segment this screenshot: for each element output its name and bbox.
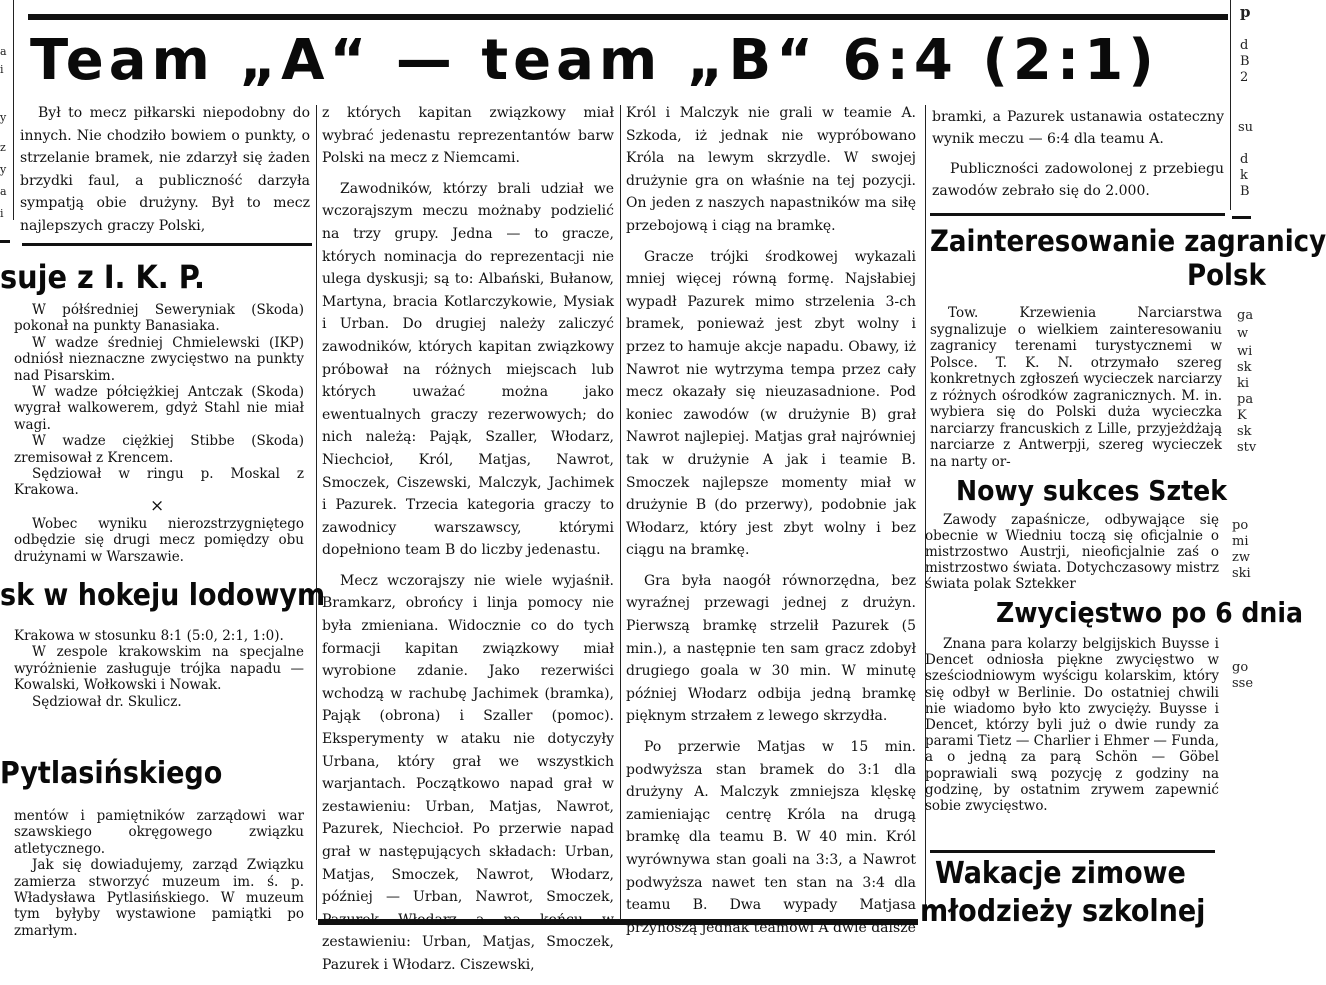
right-edge-fragment: su bbox=[1238, 120, 1254, 135]
paragraph: Jak się dowiadujemy, zarząd Związku zamierza stworzyć muzeum im. ś. p. Władysława Pytlasińskiego. W muzeum tym byłyby wystawione pamiątki po zmarłym. bbox=[14, 857, 304, 939]
zainteresowanie-body bbox=[930, 305, 1222, 470]
paragraph: W zespole krakowskim na specjalne wyróżnienie zasługuje trójka napadu — Kowalski, Wołkowski i Nowak. bbox=[14, 644, 304, 694]
right-edge-fragment: stv bbox=[1237, 440, 1257, 455]
zwyciestwo-title: Zwycięstwo po 6 dnia bbox=[996, 596, 1303, 629]
right-edge-fragment: pa bbox=[1237, 392, 1254, 407]
main-col-4 bbox=[932, 106, 1224, 210]
paragraph: bramki, a Pazurek ustanawia ostateczny wynik meczu — 6:4 dla teamu A. bbox=[932, 109, 1224, 147]
wakacje-title-line2: młodzieży szkolnej bbox=[920, 894, 1206, 929]
wakacje-title-line1: Wakacje zimowe bbox=[935, 856, 1186, 891]
right-edge-fragment: mi bbox=[1232, 534, 1249, 549]
paragraph: Był to mecz piłkarski niepodobny do innych. Nie chodziło bowiem o punkty, o strzelanie bramek, nie zdarzył się żaden brzydki faul, a publiczność darzyła sympatją obie drużyny. Był to mecz najlepszych graczy Polski, bbox=[20, 105, 310, 234]
right-edge-fragment: w bbox=[1237, 326, 1249, 341]
paragraph: Gracze trójki środkowej wykazali mniej więcej równą formę. Najsłabiej wypadł Pazurek mimo strzelenia 3-ch bramek, ponieważ jest zbyt wolny i przez to hamuje akcje napadu. Obawy, iż Nawrot nie wytrzyma tempa przez cały mecz okazały się nieuzasadnione. Pod koniec zawodów (w drużynie B) grał Nawrot najlepiej. Matjas grał najrówniej tak w drużynie A jak i teamie B. Smoczek najlepsze momenty miał w drużynie B (do przerwy), podobnie jak Włodarz, który jest zbyt wolny i bez ciągu na bramkę. bbox=[626, 248, 916, 559]
right-edge-fragment: sk bbox=[1237, 424, 1252, 439]
main-headline: Team „A“ — team „B“ 6:4 (2:1) bbox=[30, 28, 1159, 93]
left-edge-rule-1 bbox=[0, 240, 10, 243]
left-edge-fragment: a bbox=[0, 45, 7, 58]
paragraph: Zawody zapaśnicze, odbywające się obecnie w Wiedniu toczą się oficjalnie o mistrzostwo Austrji, nieoficjalnie zaś o mistrzostwo świata. Dotychczasowy mistrz świata polak Sztekker bbox=[925, 512, 1219, 592]
paragraph: W wadze ciężkiej Stibbe (Skoda) zremisował z Krencem. bbox=[14, 433, 304, 466]
right-edge-fragment: d bbox=[1240, 152, 1249, 167]
paragraph: Mecz wczorajszy nie wiele wyjaśnił. Bramkarz, obrońcy i linja pomocy nie była zmieniana. Widocznie co do tych formacji kapitan związkowy miał wyrobione zdanie. Jako rezerwiści wchodzą w rachubę Jachimek (bramka), Pająk (obrona) i Szaller (pomoc). Eksperymenty w ataku nie dotyczyły Urbana, który grał we wszystkich warjantach. Początkowo napad grał w zestawieniu: Urban, Matjas, Nawrot, Pazurek, Niechcioł. Po przerwie napad grał w następujących składach: Urban, Matjas, Smoczek, Nawrot, Włodarz, później — Urban, Nawrot, Smoczek, Pazurek Włodarz a na końcu w zestawieniu: Urban, Matjas, Smoczek, Pazurek i Włodarz. Ciszewski, bbox=[322, 572, 614, 973]
left-edge-fragment: z bbox=[0, 141, 6, 154]
right-rule-2 bbox=[1232, 216, 1251, 219]
left-edge-fragment: i bbox=[0, 207, 4, 220]
separator-cross: × bbox=[150, 496, 165, 516]
right-edge-fragment: 2 bbox=[1240, 70, 1249, 85]
right-edge-fragment: ga bbox=[1237, 308, 1254, 323]
col-divider-left bbox=[13, 0, 14, 220]
right-edge-fragment: K bbox=[1237, 408, 1247, 423]
col-divider-1 bbox=[316, 105, 317, 920]
right-rule-1 bbox=[930, 213, 1225, 216]
right-edge-fragment: sse bbox=[1232, 676, 1254, 691]
paragraph: Zawodników, którzy brali udział we wczorajszym meczu możnaby podzielić na trzy grupy. Jedna — to gracze, których nominacja do reprezentacji nie ulega dyskusji; są to: Albański, Bułanow, Martyna, bracia Kotlarczykowie, Mysiak i Urban. Do drugiej należy zaliczyć zawodników, których kapitan związkowy próbował na różnych miejscach lub których uważać można jako ewentualnych graczy rezerwowych; do nich należą: Pająk, Szaller, Włodarz, Niechcioł, Król, Matjas, Nawrot, Smoczek, Ciszewski, Malczyk, Jachimek i Pazurek. Trzecia kategoria graczy to zawodnicy warszawscy, którymi dopełniono team B do liczby jedenastu. bbox=[322, 180, 614, 559]
left-edge-fragment: y bbox=[0, 163, 7, 176]
zainteresowanie-title-line1: Zainteresowanie zagranicy bbox=[930, 224, 1326, 258]
sukces-title: Nowy sukces Sztek bbox=[956, 474, 1227, 507]
paragraph: W półśredniej Seweryniak (Skoda) pokonał na punkty Banasiaka. bbox=[14, 302, 304, 335]
ikp-title: suje z I. K. P. bbox=[0, 258, 205, 296]
right-edge-fragment: B bbox=[1240, 184, 1250, 199]
col-divider-right bbox=[1230, 0, 1231, 210]
paragraph: Król i Malczyk nie grali w teamie A. Szkoda, iż jednak nie wypróbowano Króla na lewym skrzydle. W swojej drużynie gra on właśnie na tej pozycji. On jeden z naszych napastników ma siłę przebojową i ciąg na bramkę. bbox=[626, 105, 916, 234]
right-edge-fragment: k bbox=[1240, 168, 1248, 183]
paragraph: Krakowa w stosunku 8:1 (5:0, 2:1, 1:0). bbox=[14, 628, 284, 644]
pytlasinski-body bbox=[14, 808, 304, 939]
paragraph: Po przerwie Matjas w 15 min. podwyższa stan bramek do 3:1 dla drużyny A. Malczyk zmniejsza klęskę zamieniając centrę Króla na drugą bramkę dla teamu B. W 40 min. Król wyrównywa stan goali na 3:3, a Nawrot podwyższa nawet ten stan na 3:4 dla teamu B. Dwa wypady Matjasa przynoszą jednak teamowi A dwie dalsze bbox=[626, 739, 916, 936]
left-edge-fragment: a bbox=[0, 185, 7, 198]
right-edge-fragment: zw bbox=[1232, 550, 1250, 565]
paragraph: W wadze średniej Chmielewski (IKP) odniósł nieznaczne zwycięstwo na punkty nad Pisarskim. bbox=[14, 334, 304, 384]
left-edge-fragment: y bbox=[0, 111, 7, 124]
right-edge-fragment: ski bbox=[1232, 566, 1251, 581]
top-rule bbox=[28, 14, 1228, 20]
paragraph: Znana para kolarzy belgijskich Buysse i Dencet odniosła piękne zwycięstwo w sześciodniowym wyścigu kolarskim, który się odbył w Berlinie. Do ostatniej chwili nie wiadomo było kto zwycięży. Buysse i Dencet, którzy byli już o dwie rundy za parami Tietz — Charlier i Ehmer — Funda, a o jedną za parą Schön — Göbel poprawiali swą pozycję z godziny na godzinę, by ostatnim zrywem zapewnić sobie zwycięstwo. bbox=[925, 636, 1219, 815]
paragraph: Sędziował w ringu p. Moskal z Krakowa. bbox=[14, 466, 304, 499]
right-bottom-rule bbox=[930, 850, 1215, 853]
right-edge-fragment: B bbox=[1240, 54, 1250, 69]
zwyciestwo-body bbox=[925, 636, 1219, 814]
right-edge-fragment: ki bbox=[1237, 376, 1250, 391]
right-edge-fragment: po bbox=[1232, 518, 1249, 533]
hokej-body bbox=[14, 628, 304, 710]
right-edge-fragment: go bbox=[1232, 660, 1249, 675]
paragraph: z których kapitan związkowy miał wybrać jedenastu reprezentantów barw Polski na mecz z Niemcami. bbox=[322, 105, 614, 167]
col-divider-2 bbox=[620, 105, 621, 920]
ikp-footer bbox=[14, 516, 304, 565]
hokej-title: sk w hokeju lodowym bbox=[0, 578, 326, 613]
right-edge-fragment: p bbox=[1240, 3, 1251, 21]
pytlasinski-title: Pytlasińskiego bbox=[0, 756, 223, 791]
paragraph: Sędziował dr. Skulicz. bbox=[32, 693, 182, 710]
right-edge-fragment: wi bbox=[1237, 344, 1253, 359]
paragraph: mentów i pamiętników zarządowi war szawskiego okręgowego związku atletycznego. bbox=[14, 808, 304, 857]
paragraph: Tow. Krzewienia Narciarstwa sygnalizuje o wielkiem zainteresowaniu zagranicy terenami turystycznemi w Polsce. T. K. N. otrzymało szereg konkretnych zgłoszeń wycieczek narciarzy z różnych ośrodków zagranicznych. M. in. wybiera się do Polski duża wycieczka narciarzy francuskich z Lille, przyjeżdżają narciarze z Antwerpji, szereg wycieczek na narty or- bbox=[930, 305, 1222, 470]
zainteresowanie-title-line2: Polsk bbox=[1187, 258, 1266, 292]
right-edge-fragment: d bbox=[1240, 38, 1249, 53]
ikp-body bbox=[14, 302, 304, 499]
main-col-3 bbox=[626, 102, 916, 947]
paragraph: Wobec wyniku nierozstrzygniętego odbędzie się drugi mecz pomiędzy obu drużynami w Warszawie. bbox=[14, 516, 304, 565]
main-col-2 bbox=[322, 102, 614, 985]
sukces-body bbox=[925, 512, 1219, 592]
left-edge-fragment: i bbox=[0, 63, 4, 76]
paragraph: W wadze półciężkiej Antczak (Skoda) wygrał walkowerem, gdyż Stahl nie miał wagi. bbox=[14, 384, 304, 433]
right-edge-fragment: sk bbox=[1237, 360, 1252, 375]
paragraph: Gra była naogół równorzędna, bez wyraźnej przewagi jednej z drużyn. Pierwszą bramkę strzelił Pazurek (5 min.), a następnie ten sam gracz zdobył drugiego goala w 30 min. W minutę później Włodarz odbija jedną bramkę pięknym strzałem z lewego skrzydła. bbox=[626, 572, 916, 725]
main-col-1 bbox=[20, 102, 310, 246]
paragraph: Publiczności zadowolonej z przebiegu zawodów zebrało się do 2.000. bbox=[932, 161, 1224, 199]
